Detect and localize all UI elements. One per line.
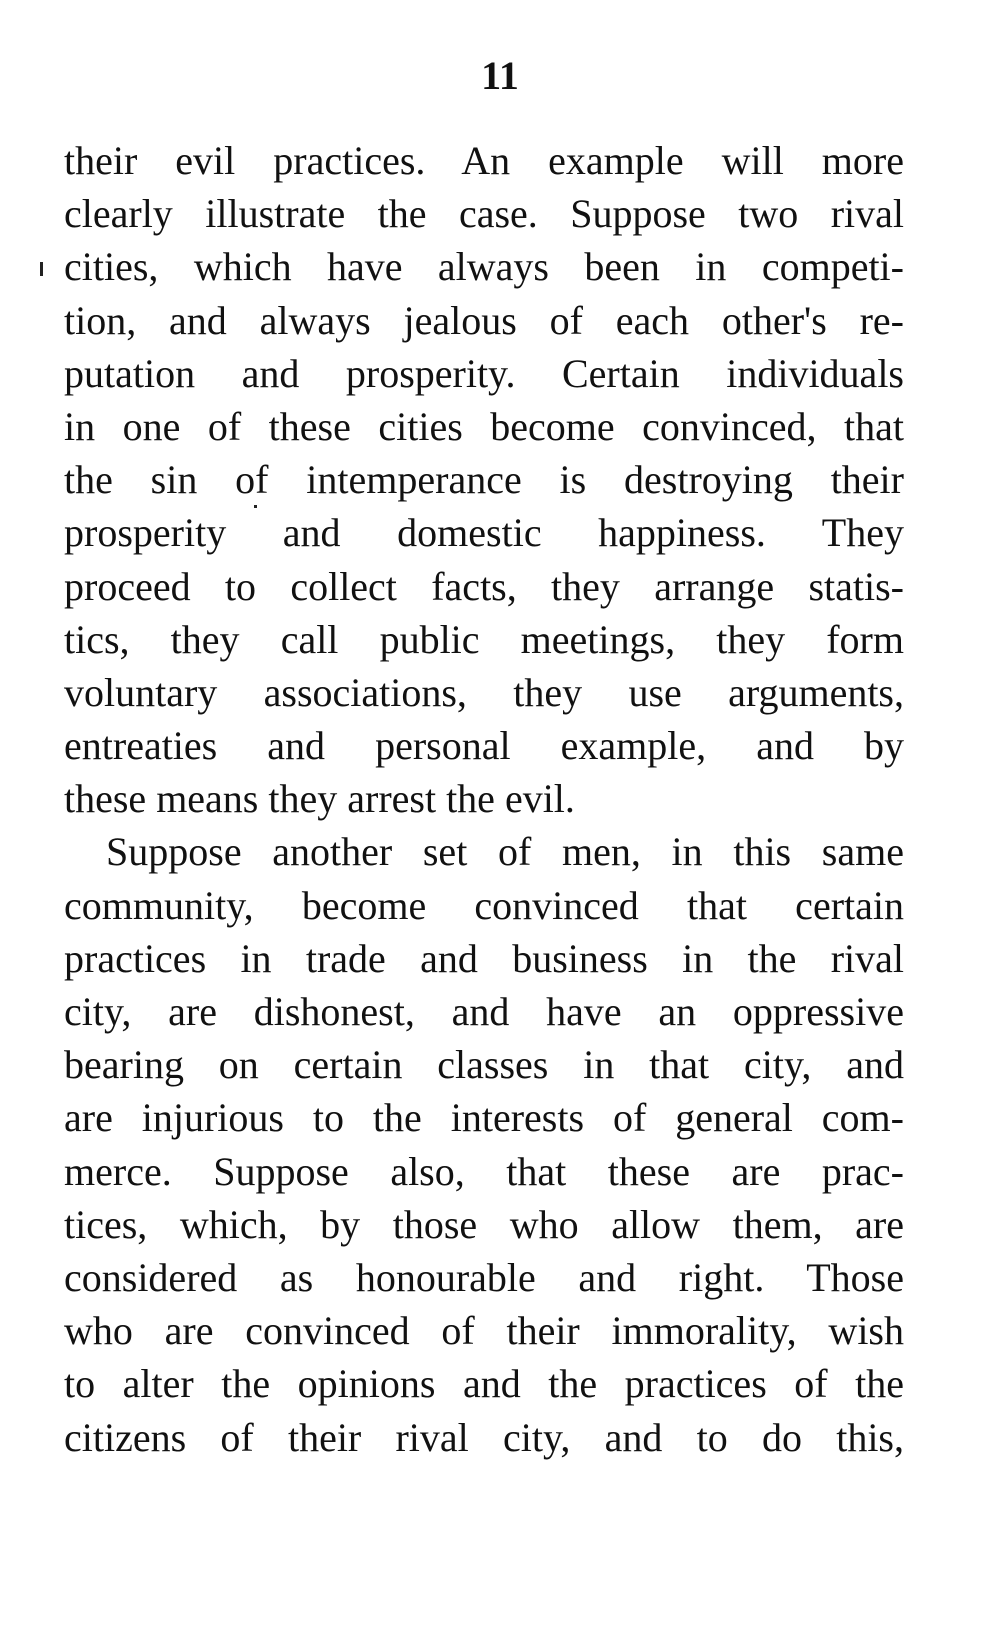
paragraph-2 [64,825,904,1463]
paragraph-1 [64,134,904,825]
text-line: these means they arrest the evil. [64,776,575,822]
print-speck [40,262,43,276]
body-text [64,134,904,1464]
text-line: entreaties and personal example, and by [64,723,904,769]
text-line: the sin of intemperance is destroying their [64,457,904,503]
page-number: 11 [481,53,519,98]
text-line: clearly illustrate the case. Suppose two rival [64,191,904,237]
text-line: their evil practices. An example will more [64,138,904,183]
text-line: bearing on certain classes in that city, and [64,1042,904,1088]
text-line: city, are dishonest, and have an oppressive [64,989,904,1034]
text-line: considered as honourable and right. Those [64,1254,904,1300]
text-line: tices, which, by those who allow them, are [64,1201,904,1247]
text-line: cities, which have always been in competi- [64,244,904,290]
text-line: who are convinced of their immorality, wish [64,1308,904,1354]
text-line: proceed to collect facts, they arrange statis- [64,563,904,609]
text-line: are injurious to the interests of general com- [64,1095,904,1141]
text-line: to alter the opinions and the practices of the [64,1361,904,1407]
text-line: citizens of their rival city, and to do this, [64,1414,904,1460]
text-line: putation and prosperity. Certain individuals [64,350,904,396]
text-line: merce. Suppose also, that these are prac- [64,1148,904,1194]
text-line: practices in trade and business in the rival [64,935,904,981]
text-line: prosperity and domestic happiness. They [64,510,904,556]
text-line: voluntary associations, they use arguments, [64,669,904,715]
text-line: in one of these cities become convinced, that [64,403,904,449]
text-line: community, become convinced that certain [64,882,904,928]
text-line: Suppose another set of men, in this same [106,829,904,875]
text-line: tics, they call public meetings, they form [64,616,904,662]
text-line: tion, and always jealous of each other's re- [64,297,904,343]
